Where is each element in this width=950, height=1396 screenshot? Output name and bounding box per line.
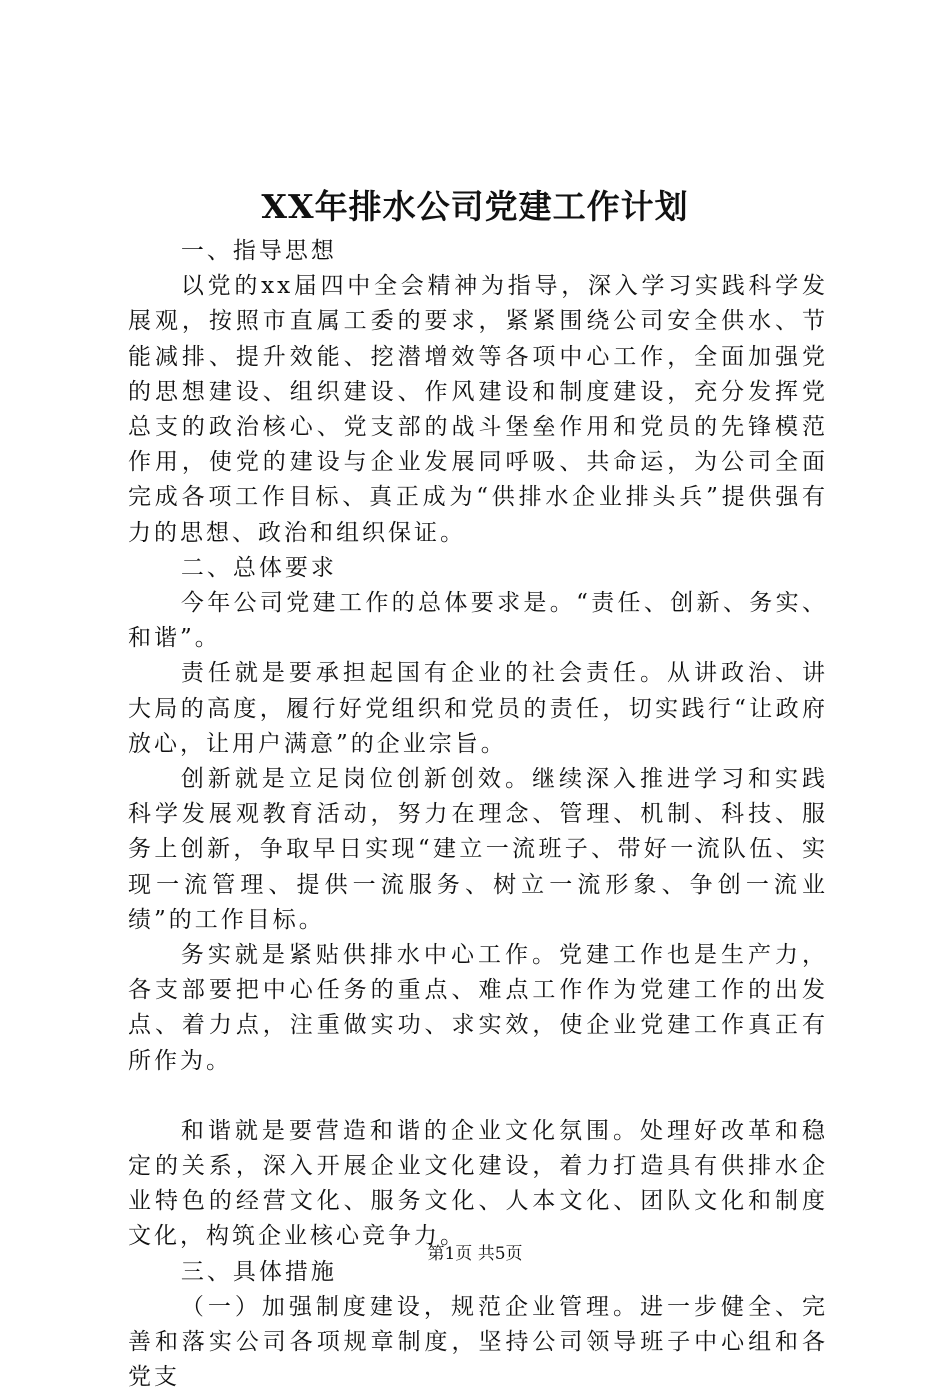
document-title: XX年排水公司党建工作计划 [261, 187, 689, 226]
paragraph-overall-requirements: 今年公司党建工作的总体要求是。“责任、创新、务实、和谐”。 [128, 590, 828, 652]
document-body [128, 234, 828, 1396]
paragraph-measure-1: （一）加强制度建设，规范企业管理。进一步健全、完善和落实公司各项规章制度，坚持公司领导班子中心组和各党支 [128, 1293, 828, 1391]
paragraph-harmony: 和谐就是要营造和谐的企业文化氛围。处理好改革和稳定的关系，深入开展企业文化建设，着力打造具有供排水企业特色的经营文化、服务文化、人本文化、团队文化和制度文化，构筑企业核心竞争力。 [128, 1117, 828, 1250]
page-number-footer: 第1页 共5页 [427, 1244, 523, 1264]
section-heading-guiding-ideology: 一、指导思想 [180, 238, 337, 264]
section-heading-specific-measures: 三、具体措施 [180, 1258, 337, 1285]
paragraph-pragmatism: 务实就是紧贴供排水中心工作。党建工作也是生产力，各支部要把中心任务的重点、难点工作作为党建工作的出发点、着力点，注重做实功、求实效，使企业党建工作真正有所作为。 [128, 942, 828, 1074]
paragraph-guiding-ideology: 以党的xx届四中全会精神为指导，深入学习实践科学发展观，按照市直属工委的要求，紧紧围绕公司安全供水、节能减排、提升效能、挖潜增效等各项中心工作，全面加强党的思想建设、组织建设、作风建设和制度建设，充分发挥党总支的政治核心、党支部的战斗堡垒作用和党员的先锋模范作用，使党的建设与企业发展同呼吸、共命运，为公司全面完成各项工作目标、真正成为“供排水企业排头兵”提供强有力的思想、政治和组织保证。 [128, 273, 828, 546]
paragraph-responsibility: 责任就是要承担起国有企业的社会责任。从讲政治、讲大局的高度，履行好党组织和党员的责任，切实践行“让政府放心，让用户满意”的企业宗旨。 [128, 660, 828, 757]
paragraph-innovation: 创新就是立足岗位创新创效。继续深入推进学习和实践科学发展观教育活动，努力在理念、管理、机制、科技、服务上创新，争取早日实现“建立一流班子、带好一流队伍、实现一流管理、提供一流服务、树立一流形象、争创一流业绩”的工作目标。 [128, 766, 828, 933]
section-heading-overall-requirements: 二、总体要求 [180, 554, 337, 581]
